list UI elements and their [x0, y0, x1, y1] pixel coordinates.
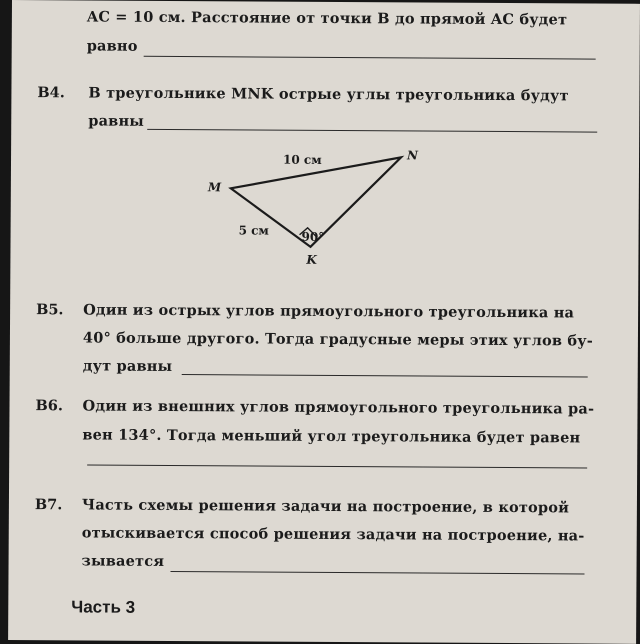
- prev-task-line2: равно: [86, 37, 138, 55]
- part-3-heading: Часть 3: [71, 597, 136, 617]
- task-b5-line3: дут равны: [82, 357, 173, 375]
- task-b4-line1: В треугольнике MNK острые углы треугольника будут: [88, 84, 569, 105]
- task-b6-line2: вен 134°. Тогда меньший угол треугольника будет равен: [82, 426, 581, 447]
- task-b4-answer-line[interactable]: [147, 129, 597, 133]
- prev-task-answer-line[interactable]: [144, 56, 596, 60]
- task-b7-number: B7.: [34, 496, 63, 514]
- task-b4-line2: равны: [88, 112, 145, 130]
- side-mn-label: 10 см: [282, 152, 322, 167]
- task-b6-number: B6.: [35, 397, 63, 415]
- task-b5-number: B5.: [36, 301, 64, 319]
- task-b5-line2: 40° больше другого. Тогда градусные меры этих углов бу-: [82, 329, 594, 350]
- task-b6-answer-line[interactable]: [87, 464, 587, 468]
- task-b5-line1: Один из острых углов прямоугольного треугольника на: [83, 301, 575, 322]
- side-mk-label: 5 см: [238, 223, 269, 238]
- task-b7-line2: отыскивается способ решения задачи на построение, на-: [81, 524, 585, 545]
- vertex-n-label: N: [407, 148, 419, 163]
- vertex-m-label: M: [207, 180, 222, 195]
- angle-k-label: 90°: [301, 229, 325, 244]
- task-b4-number: B4.: [37, 84, 65, 102]
- task-b7-line1: Часть схемы решения задачи на построение, в которой: [81, 496, 570, 517]
- prev-task-line1: AC = 10 см. Расстояние от точки B до прямой AC будет: [86, 8, 568, 29]
- task-b7-answer-line[interactable]: [171, 571, 585, 575]
- worksheet-page: [8, 0, 640, 644]
- task-b6-line1: Один из внешних углов прямоугольного треугольника ра-: [82, 397, 595, 418]
- task-b7-line3: зывается: [81, 552, 165, 570]
- vertex-k-label: K: [306, 252, 317, 267]
- task-b5-answer-line[interactable]: [182, 374, 588, 377]
